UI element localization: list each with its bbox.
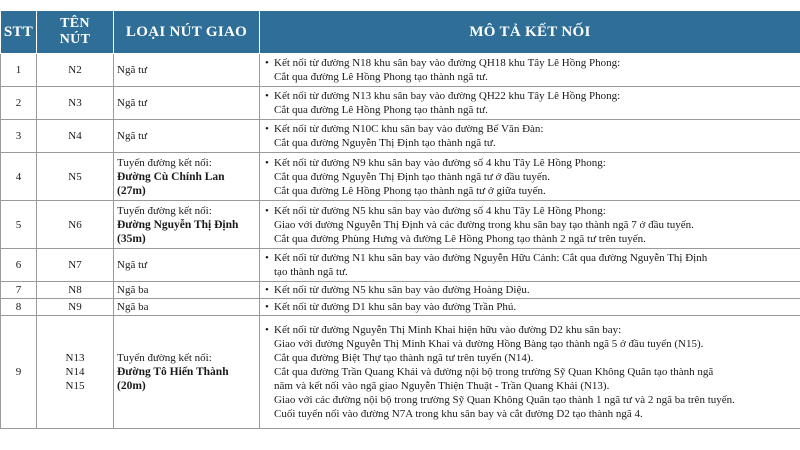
cell-mo-ta bbox=[260, 153, 800, 201]
description-line: Cắt qua đường Biệt Thự tạo thành ngã tư trên tuyến (N14). bbox=[274, 352, 534, 364]
cell-stt: 3 bbox=[1, 120, 37, 153]
junction-type: Ngã tư bbox=[117, 64, 148, 76]
header-row bbox=[1, 11, 800, 54]
cell-mo-ta bbox=[260, 120, 800, 153]
table-row bbox=[1, 249, 800, 282]
description-line: Cắt qua đường Trần Quang Khải và đường nội bộ trong trường Sỹ Quan Không Quân tạo thành ngã bbox=[274, 366, 714, 378]
junction-type: Tuyến đường kết nối: bbox=[117, 352, 212, 364]
cell-loai-nut-giao bbox=[114, 299, 260, 316]
header-ten-nut-line1: TÊN bbox=[60, 16, 90, 31]
table-body bbox=[1, 54, 800, 429]
description-line: Cắt qua đường Lê Hồng Phong tạo thành ngã tư. bbox=[274, 71, 488, 83]
node-name: N13 bbox=[65, 352, 85, 364]
cell-ten-nut bbox=[37, 87, 114, 120]
cell-loai-nut-giao bbox=[114, 120, 260, 153]
description-bullet: • Kết nối từ đường N18 khu sân bay vào đường QH18 khu Tây Lê Hồng Phong: bbox=[263, 56, 797, 70]
description-line: tạo thành ngã tư. bbox=[274, 266, 348, 278]
cell-stt: 9 bbox=[1, 316, 37, 429]
description-line: Cuối tuyến nối vào đường N7A trong khu sân bay và cắt đường D2 tạo thành ngã 4. bbox=[274, 408, 643, 420]
cell-stt: 5 bbox=[1, 201, 37, 249]
node-name: N8 bbox=[68, 284, 82, 296]
description-line: Cắt qua đường Phùng Hưng và đường Lê Hồng Phong tạo thành 2 ngã tư trên tuyến. bbox=[274, 232, 646, 245]
cell-loai-nut-giao bbox=[114, 201, 260, 249]
connecting-road-name: (35m) bbox=[117, 232, 146, 245]
cell-loai-nut-giao bbox=[114, 282, 260, 299]
cell-ten-nut bbox=[37, 201, 114, 249]
table-row bbox=[1, 54, 800, 87]
cell-loai-nut-giao bbox=[114, 153, 260, 201]
cell-ten-nut bbox=[37, 153, 114, 201]
cell-loai-nut-giao bbox=[114, 87, 260, 120]
description-bullet: • Kết nối từ đường N13 khu sân bay vào đường QH22 khu Tây Lê Hồng Phong: bbox=[263, 89, 797, 103]
description-line: Cắt qua đường Lê Hồng Phong tạo thành ngã tư ở giữa tuyến. bbox=[274, 184, 546, 197]
cell-loai-nut-giao bbox=[114, 316, 260, 429]
description-line: Cắt qua đường Nguyễn Thị Định tạo thành ngã tư. bbox=[274, 137, 496, 149]
cell-mo-ta bbox=[260, 316, 800, 429]
description-bullet: • Kết nối từ đường Nguyễn Thị Minh Khai hiện hữu vào đường D2 khu sân bay: bbox=[263, 323, 797, 337]
cell-ten-nut bbox=[37, 54, 114, 87]
connecting-road-name: Đường Tô Hiến Thành bbox=[117, 366, 229, 378]
table-row bbox=[1, 299, 800, 316]
node-name: N2 bbox=[68, 64, 82, 76]
connecting-road-name: Đường Cù Chính Lan bbox=[117, 170, 225, 183]
description-line: năm và kết nối vào ngã giao Nguyễn Thiện Thuật - Trần Quang Khải (N13). bbox=[274, 380, 610, 392]
description-line: Cắt qua đường Nguyễn Thị Định tạo thành ngã tư ở đầu tuyến. bbox=[274, 170, 551, 183]
cell-mo-ta bbox=[260, 54, 800, 87]
connecting-road-name: (27m) bbox=[117, 184, 146, 197]
connecting-road-name: (20m) bbox=[117, 380, 146, 392]
cell-ten-nut bbox=[37, 316, 114, 429]
description-bullet: • Kết nối từ đường N5 khu sân bay vào đường số 4 khu Tây Lê Hồng Phong: bbox=[263, 204, 797, 218]
cell-stt: 1 bbox=[1, 54, 37, 87]
junction-type: Ngã tư bbox=[117, 259, 148, 271]
cell-mo-ta bbox=[260, 201, 800, 249]
junction-table bbox=[0, 10, 800, 429]
description-line: Giao với các đường nội bộ trong trường Sỹ Quan Không Quân tạo thành 1 ngã tư và 2 ngã ba trên tuyến. bbox=[274, 394, 735, 406]
junction-type: Tuyến đường kết nối: bbox=[117, 156, 212, 169]
cell-stt: 6 bbox=[1, 249, 37, 282]
cell-ten-nut bbox=[37, 249, 114, 282]
description-bullet: • Kết nối từ đường N1 khu sân bay vào đường Nguyễn Hữu Cảnh: Cắt qua đường Nguyễn Thị Định bbox=[263, 251, 797, 265]
cell-mo-ta bbox=[260, 249, 800, 282]
cell-stt: 4 bbox=[1, 153, 37, 201]
header-loai-nut-giao: LOẠI NÚT GIAO bbox=[114, 11, 260, 54]
header-mo-ta: MÔ TẢ KẾT NỐI bbox=[260, 11, 800, 54]
junction-type: Tuyến đường kết nối: bbox=[117, 204, 212, 217]
cell-ten-nut bbox=[37, 120, 114, 153]
table-row bbox=[1, 87, 800, 120]
cell-mo-ta bbox=[260, 299, 800, 316]
table-header bbox=[1, 11, 800, 54]
node-name: N9 bbox=[68, 301, 82, 313]
description-line: Giao với đường Nguyễn Thị Minh Khai và đường Hồng Bàng tạo thành ngã 5 ở đầu tuyến (N15). bbox=[274, 338, 704, 350]
node-name: N7 bbox=[68, 259, 82, 271]
node-name: N4 bbox=[68, 130, 82, 142]
description-bullet: • Kết nối từ đường N9 khu sân bay vào đường số 4 khu Tây Lê Hồng Phong: bbox=[263, 156, 797, 170]
description-bullet: • Kết nối từ đường D1 khu sân bay vào đường Trần Phú. bbox=[263, 300, 797, 314]
description-line: Giao với đường Nguyễn Thị Định và các đường trong khu sân bay tạo thành ngã 7 ở đầu tuyến. bbox=[274, 218, 694, 231]
description-line: Cắt qua đường Lê Hồng Phong tạo thành ngã tư. bbox=[274, 104, 488, 116]
header-ten-nut-line2: NÚT bbox=[59, 32, 91, 47]
table-row bbox=[1, 120, 800, 153]
junction-type: Ngã ba bbox=[117, 284, 149, 296]
description-bullet: • Kết nối từ đường N10C khu sân bay vào đường Bế Văn Đàn: bbox=[263, 122, 797, 136]
connecting-road-name: Đường Nguyễn Thị Định bbox=[117, 218, 239, 231]
node-name: N3 bbox=[68, 97, 82, 109]
node-name: N5 bbox=[68, 170, 82, 183]
cell-stt: 2 bbox=[1, 87, 37, 120]
header-stt: STT bbox=[1, 11, 37, 54]
junction-type: Ngã tư bbox=[117, 97, 148, 109]
header-ten-nut bbox=[37, 11, 114, 54]
node-name: N14 bbox=[65, 366, 85, 378]
table-row bbox=[1, 201, 800, 249]
cell-loai-nut-giao bbox=[114, 54, 260, 87]
table-row bbox=[1, 316, 800, 429]
cell-ten-nut bbox=[37, 282, 114, 299]
cell-stt: 7 bbox=[1, 282, 37, 299]
junction-table-container bbox=[0, 10, 800, 429]
cell-mo-ta bbox=[260, 282, 800, 299]
node-name: N6 bbox=[68, 218, 82, 231]
cell-loai-nut-giao bbox=[114, 249, 260, 282]
table-row bbox=[1, 153, 800, 201]
junction-type: Ngã ba bbox=[117, 301, 149, 313]
table-row bbox=[1, 282, 800, 299]
cell-mo-ta bbox=[260, 87, 800, 120]
node-name: N15 bbox=[65, 380, 85, 392]
cell-stt: 8 bbox=[1, 299, 37, 316]
description-bullet: • Kết nối từ đường N5 khu sân bay vào đường Hoàng Diệu. bbox=[263, 283, 797, 297]
cell-ten-nut bbox=[37, 299, 114, 316]
junction-type: Ngã tư bbox=[117, 130, 148, 142]
